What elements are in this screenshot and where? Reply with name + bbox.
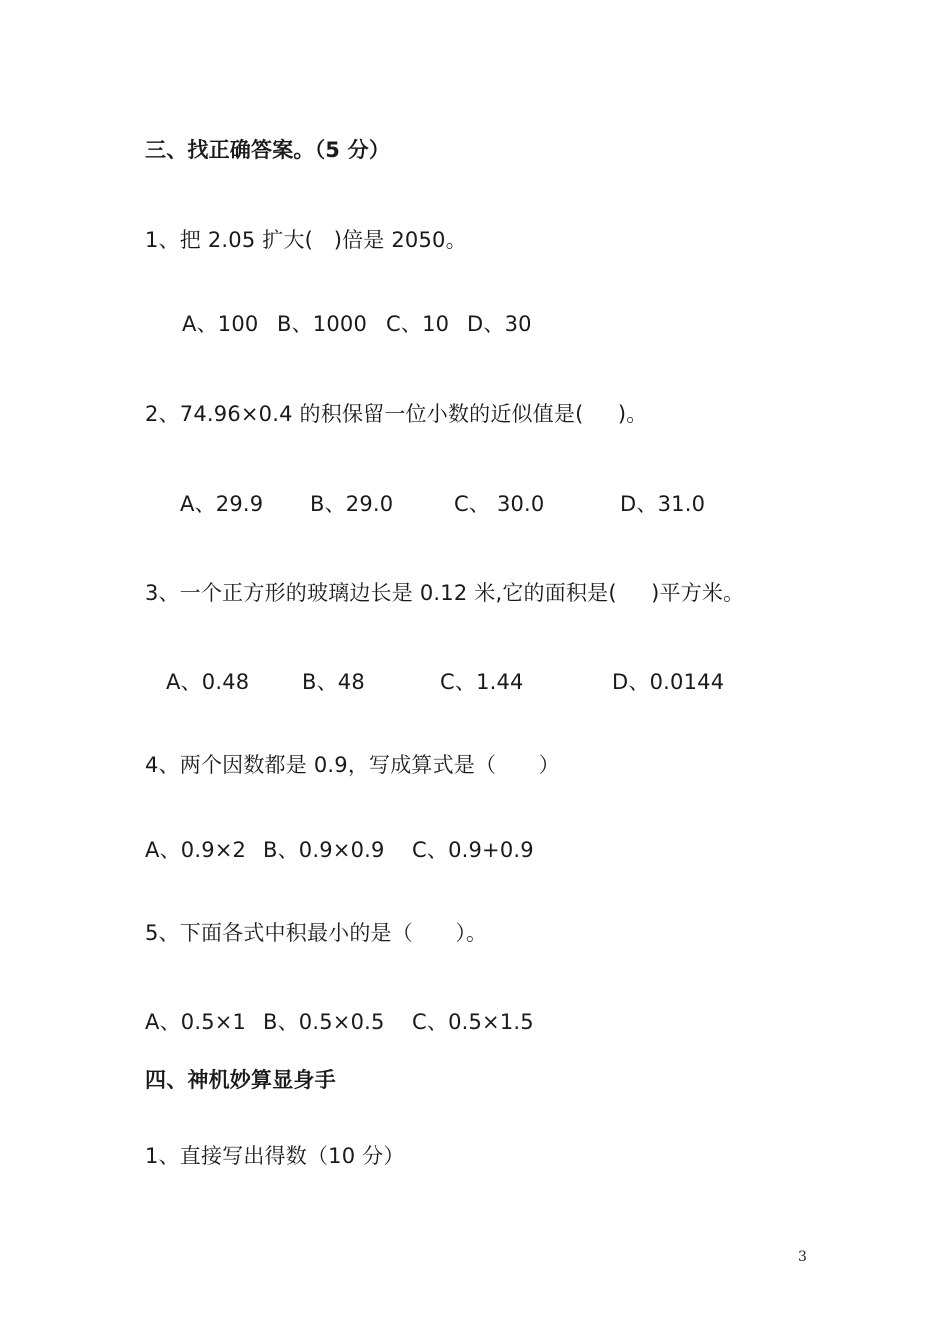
question-3-option-a: A、0.48 [166,670,250,694]
question-3-option-c: C、1.44 [440,670,524,694]
question-5-option-b: B、0.5×0.5 [263,1010,385,1034]
question-2-option-d: D、31.0 [620,492,706,516]
question-4-option-b: B、0.9×0.9 [263,838,385,862]
question-5-option-c: C、0.5×1.5 [412,1010,534,1034]
question-1-option-c: C、10 [386,312,450,336]
question-1-option-d: D、30 [467,312,532,336]
question-1-option-a: A、100 [182,312,259,336]
section-4-title: 四、神机妙算显身手 [145,1068,336,1092]
question-3-option-d: D、0.0144 [612,670,725,694]
question-2-text: 2、74.96×0.4 的积保留一位小数的近似值是( )。 [145,402,648,426]
question-1-text: 1、把 2.05 扩大( )倍是 2050。 [145,228,467,252]
question-1-option-b: B、1000 [277,312,368,336]
question-5-text: 5、下面各式中积最小的是（ ）。 [145,921,488,945]
question-4-text: 4、两个因数都是 0.9，写成算式是（ ） [145,753,560,777]
question-3-option-b: B、48 [302,670,365,694]
question-2-option-b: B、29.0 [310,492,394,516]
question-2-option-a: A、29.9 [180,492,264,516]
section-4-question-1-text: 1、直接写出得数（10 分） [145,1144,405,1168]
page-number: 3 [798,1249,807,1265]
question-5-option-a: A、0.5×1 [145,1010,247,1034]
question-4-option-a: A、0.9×2 [145,838,247,862]
section-3-title: 三、找正确答案。（5 分） [145,138,391,162]
question-4-option-c: C、0.9+0.9 [412,838,534,862]
question-3-text: 3、一个正方形的玻璃边长是 0.12 米,它的面积是( )平方米。 [145,581,745,605]
question-2-option-c: C、 30.0 [454,492,545,516]
